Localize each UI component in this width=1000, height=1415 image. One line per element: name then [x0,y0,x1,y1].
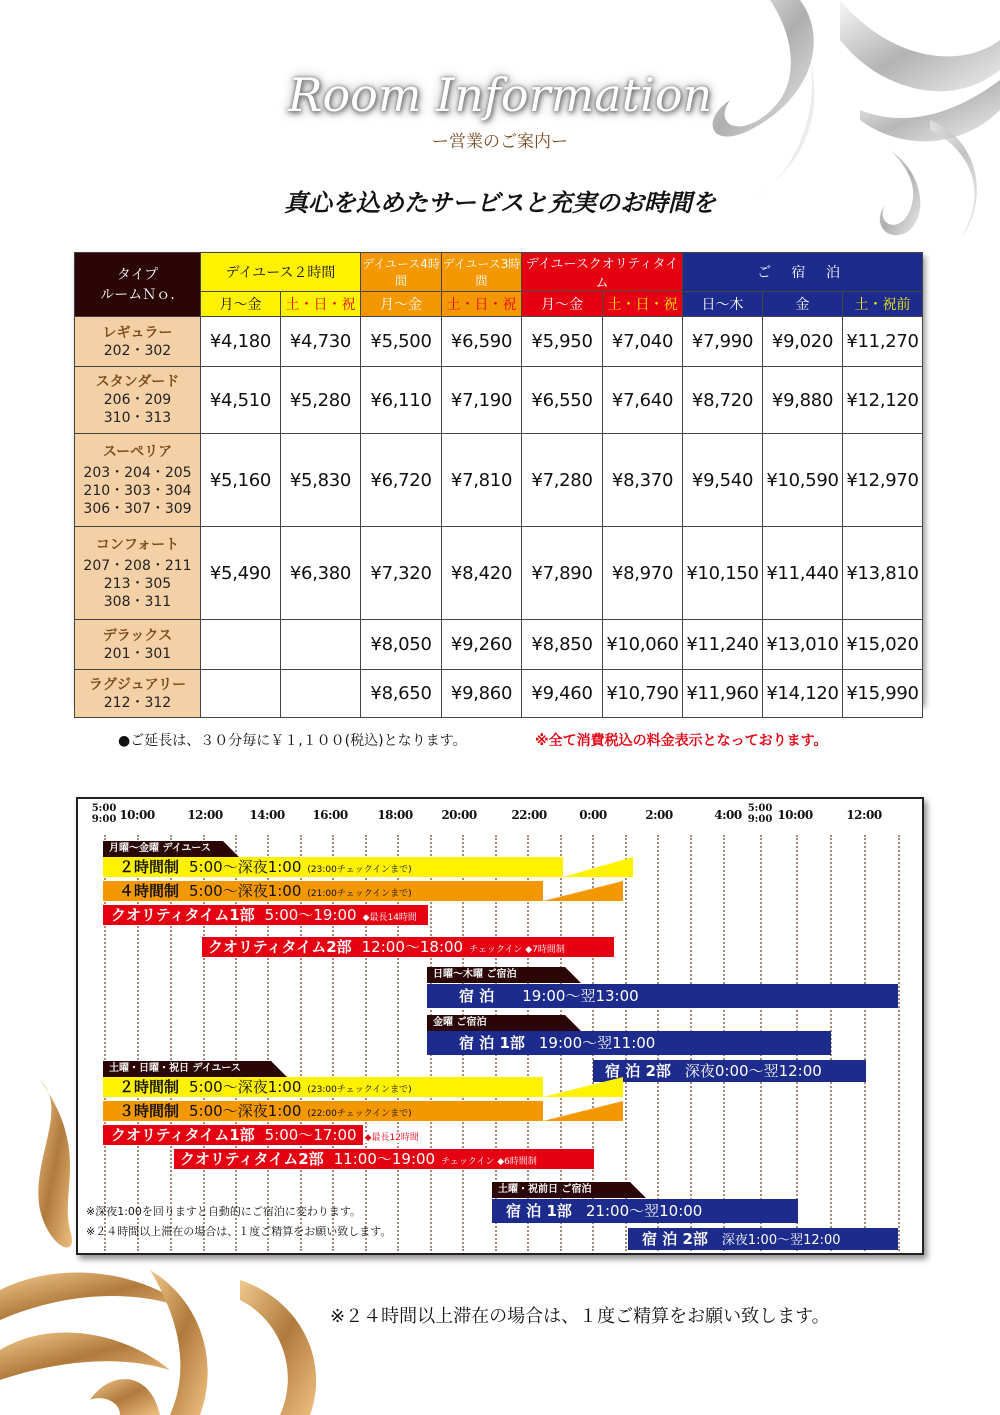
header-dayuse-quality: デイユースクオリティタイム [522,253,683,292]
bar-time: 21:00〜翌10:00 [585,1202,703,1220]
bar-name: 宿 泊 2部 [605,1062,671,1080]
time-tick: 14:00 [249,808,285,822]
bar-name: ４時間制 [119,882,180,900]
bar-time: 11:00〜19:00 [333,1150,436,1168]
bar-name: ２時間制 [119,858,180,876]
bar-tail [563,857,633,877]
room-type-cell [75,367,201,434]
sun-thu-stay-bar [427,984,898,1008]
header-dayuse-2h: デイユース２時間 [201,253,361,292]
price-cell: ¥4,730 [281,317,361,367]
price-cell: ¥8,970 [603,527,683,620]
room-numbers: 212・312 [103,694,172,711]
bar-note: ◆最長12時間 [364,1133,419,1143]
price-cell: ¥6,110 [361,367,442,434]
subheader: 土・日・祝 [442,292,522,317]
room-numbers: 210・303・304 [83,482,192,499]
page-title: Room Information [287,68,713,122]
time-tick: 18:00 [377,808,413,822]
header-dayuse-4h: デイユース4時間 [361,253,442,292]
table-row [75,434,923,527]
room-type-cell [75,434,201,527]
price-cell: ¥15,990 [843,670,923,718]
weekday-2h-bar [103,857,563,877]
room-numbers: 308・311 [103,593,172,610]
bar-tail [543,1101,623,1121]
bar-note: (21:00チェックインまで) [307,889,412,899]
price-cell: ¥14,120 [763,670,843,718]
price-cell: ¥11,960 [683,670,763,718]
price-cell: ¥12,970 [843,434,923,527]
room-type-name: ラグジュアリー [88,676,187,693]
room-numbers: 213・305 [103,575,172,592]
tick-top: 5:00 [747,803,773,814]
price-cell: ¥11,240 [683,620,763,670]
price-cell: ¥7,190 [442,367,522,434]
time-tick-stacked [748,803,773,825]
price-cell: ¥7,280 [522,434,603,527]
price-cell: ¥13,810 [843,527,923,620]
time-tick: 12:00 [187,808,223,822]
subheader: 月〜金 [361,292,442,317]
time-tick: 0:00 [579,808,607,822]
bar-name: クオリティタイム2部 [180,1150,324,1168]
header-stay: ご 宿 泊 [683,253,923,292]
bar-note: (23:00チェックインまで) [307,1085,412,1095]
time-tick: 20:00 [441,808,477,822]
page-subtitle: ー営業のご案内ー [432,132,568,152]
price-cell: ¥5,830 [281,434,361,527]
price-cell: ¥9,880 [763,367,843,434]
price-cell: ¥7,810 [442,434,522,527]
price-cell: ¥5,490 [201,527,281,620]
price-cell: ¥8,370 [603,434,683,527]
gridline [864,835,866,1251]
tick-top: 5:00 [91,803,117,814]
room-numbers: 203・204・205 [83,464,192,481]
price-cell: ¥6,590 [442,317,522,367]
room-numbers: 310・313 [103,410,172,426]
bar-time: 5:00〜深夜1:00 [189,1078,302,1096]
room-numbers: 202・302 [103,342,172,359]
bar-tail [543,881,623,901]
extension-note: ●ご延長は、３０分毎に￥１,１００(税込)となります。 [118,733,467,749]
tick-bottom: 9:00 [91,814,117,825]
price-cell: ¥11,270 [843,317,923,367]
bar-time: 5:00〜深夜1:00 [189,858,302,876]
fri-stay-tag: 金曜 ご宿泊 [427,1015,565,1031]
price-cell: ¥6,380 [281,527,361,620]
fri-stay-part2-bar [593,1060,866,1082]
price-cell: ¥8,420 [442,527,522,620]
price-cell: ¥12,120 [843,367,923,434]
sat-stay-part1-bar [492,1199,798,1223]
time-tick: 10:00 [119,808,155,822]
room-type-name: スーペリア [102,443,173,460]
weekend-quality1-bar [103,1125,419,1145]
long-stay-note: ※２４時間以上滞在の場合は、１度ご精算をお願い致します。 [330,1306,830,1327]
weekend-3h-bar [103,1101,543,1121]
bar-time: 5:00〜17:00 [264,1126,357,1144]
price-cell: ¥6,720 [361,434,442,527]
room-type-name: スタンダード [95,374,180,390]
bar-name: クオリティタイム1部 [111,1126,255,1144]
room-type-cell [75,317,201,367]
price-cell [201,620,281,670]
sat-stay-tag: 土曜・祝前日 ご宿泊 [492,1182,630,1198]
price-cell: ¥4,180 [201,317,281,367]
bar-name: 宿 泊 [459,987,495,1005]
weekday-4h-bar [103,881,543,901]
price-cell: ¥7,320 [361,527,442,620]
bar-note: チェックイン ◆6時間制 [441,1157,537,1167]
bar-name: 宿 泊 2部 [642,1230,708,1248]
price-cell: ¥9,460 [522,670,603,718]
bar-time: 5:00〜19:00 [264,906,357,924]
time-tick: 2:00 [645,808,673,822]
bar-note: ◆最長14時間 [362,913,417,923]
table-row [75,670,923,718]
bar-note: (22:00チェックインまで) [307,1109,412,1119]
tagline: 真心を込めたサービスと充実のお時間を [284,188,716,217]
time-tick: 16:00 [312,808,348,822]
price-cell: ¥7,990 [683,317,763,367]
room-type-name: レギュラー [102,324,173,341]
time-tick: 12:00 [846,808,882,822]
weekday-dayuse-tag: 月曜〜金曜 デイユース [103,841,223,857]
price-cell: ¥5,500 [361,317,442,367]
bar-name: クオリティタイム1部 [111,906,255,924]
room-numbers: 306・307・309 [83,500,192,517]
room-numbers: 201・301 [103,645,172,662]
price-cell: ¥9,260 [442,620,522,670]
subheader: 金 [763,292,843,317]
time-tick: 10:00 [777,808,813,822]
room-type-cell [75,620,201,670]
subheader: 日〜木 [683,292,763,317]
tax-note: ※全て消費税込の料金表示となっております。 [535,733,828,749]
tick-bottom: 9:00 [747,814,773,825]
header-type-room [75,253,201,317]
auto-stay-footnote: ※深夜1:00を回りますと自動的にご宿泊に変わります。 [86,1205,362,1218]
price-cell: ¥8,850 [522,620,603,670]
table-row [75,527,923,620]
sun-thu-stay-tag: 日曜〜木曜 ご宿泊 [427,967,565,983]
price-cell: ¥5,950 [522,317,603,367]
price-cell: ¥4,510 [201,367,281,434]
table-row [75,620,923,670]
price-cell [281,620,361,670]
bar-time: 19:00〜翌11:00 [538,1034,656,1052]
price-cell [281,670,361,718]
room-type-name: デラックス [102,627,173,644]
room-type-name: コンフォート [95,536,180,553]
table-row [75,367,923,434]
business-hours-schedule [76,797,924,1255]
price-cell: ¥10,590 [763,434,843,527]
weekday-quality2-bar [202,937,614,957]
price-cell: ¥5,160 [201,434,281,527]
room-type-cell [75,527,201,620]
sat-stay-part2-bar [628,1228,898,1250]
price-cell [201,670,281,718]
price-cell: ¥9,540 [683,434,763,527]
room-numbers: 206・209 [103,392,172,408]
price-cell: ¥9,860 [442,670,522,718]
price-cell: ¥15,020 [843,620,923,670]
bar-time: 5:00〜深夜1:00 [189,1102,302,1120]
price-cell: ¥8,650 [361,670,442,718]
price-cell: ¥5,280 [281,367,361,434]
time-tick: 22:00 [511,808,547,822]
bar-time: 5:00〜深夜1:00 [189,882,302,900]
bar-note: チェックイン ◆7時間制 [469,945,565,955]
bar-time: 深夜1:00〜翌12:00 [721,1233,841,1248]
time-tick-stacked [92,803,117,825]
gridline [898,835,900,1251]
weekend-quality2-bar [174,1149,594,1169]
price-cell: ¥10,150 [683,527,763,620]
bar-time: 12:00〜18:00 [361,938,464,956]
bar-tail [543,1077,623,1097]
price-cell: ¥7,040 [603,317,683,367]
subheader: 土・祝前 [843,292,923,317]
room-numbers: 207・208・211 [83,557,192,574]
long-stay-footnote: ※２４時間以上滞在の場合は、１度ご精算をお願い致します。 [86,1225,392,1238]
subheader: 土・日・祝 [281,292,361,317]
bar-time: 深夜0:00〜翌12:00 [684,1062,822,1080]
subheader: 土・日・祝 [603,292,683,317]
weekend-2h-bar [103,1077,543,1097]
bar-note: (23:00チェックインまで) [307,865,412,875]
price-cell: ¥10,790 [603,670,683,718]
table-row [75,317,923,367]
bar-name: 宿 泊 1部 [506,1202,572,1220]
price-cell: ¥9,020 [763,317,843,367]
room-type-cell [75,670,201,718]
price-cell: ¥7,890 [522,527,603,620]
fri-stay-part1-bar [427,1031,831,1055]
bar-name: ２時間制 [119,1078,180,1096]
time-tick: 4:00 [714,808,742,822]
price-cell: ¥10,060 [603,620,683,670]
header-room-label: ルームＮｏ. [100,286,175,303]
header-type-label: タイプ [116,266,159,283]
rate-table [74,252,922,711]
subheader: 月〜金 [201,292,281,317]
weekday-quality1-bar [103,905,428,925]
price-cell: ¥7,640 [603,367,683,434]
price-cell: ¥13,010 [763,620,843,670]
subheader: 月〜金 [522,292,603,317]
price-cell: ¥8,720 [683,367,763,434]
bar-name: ３時間制 [119,1102,180,1120]
header-dayuse-3h: デイユース3時間 [442,253,522,292]
price-cell: ¥6,550 [522,367,603,434]
bar-name: クオリティタイム2部 [208,938,352,956]
price-cell: ¥8,050 [361,620,442,670]
bar-time: 19:00〜翌13:00 [522,987,639,1005]
weekend-dayuse-tag: 土曜・日曜・祝日 デイユース [103,1061,271,1077]
bar-name: 宿 泊 1部 [459,1034,525,1052]
price-cell: ¥11,440 [763,527,843,620]
